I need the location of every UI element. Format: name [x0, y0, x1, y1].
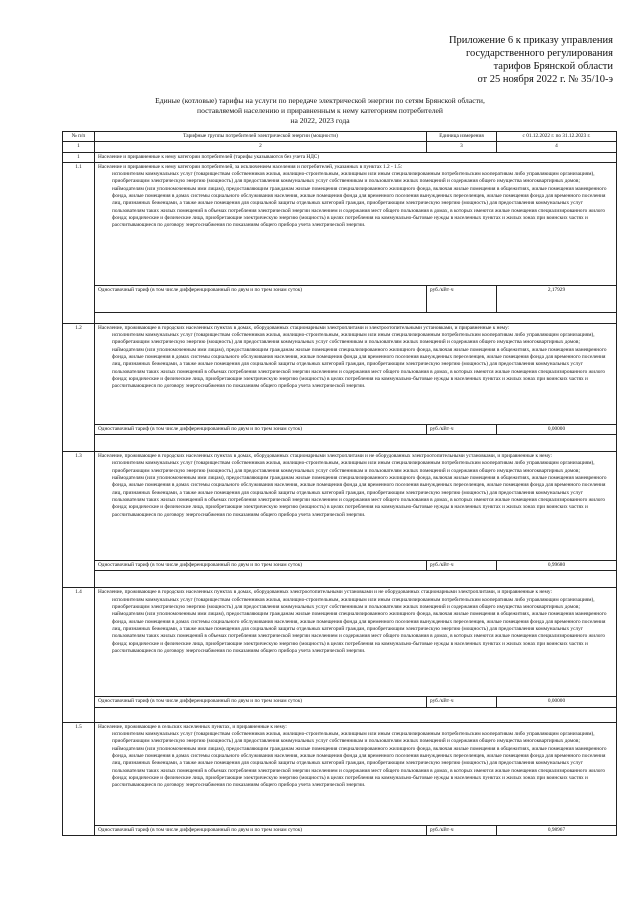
table-row [63, 452, 617, 561]
table-row [63, 162, 617, 285]
section-row [63, 152, 617, 162]
tariff-unit: руб./кВт·ч [427, 285, 497, 312]
table-row [63, 722, 617, 825]
tariff-table [62, 131, 617, 836]
row-num: 1.1 [63, 162, 95, 323]
tariff-unit: руб./кВт·ч [427, 561, 497, 571]
col-header-period: с 01.12.2022 г. по 31.12.2023 г. [497, 132, 617, 142]
row-intro: Население, проживающее в городских населенных пунктах в домах, оборудованных электроотопительными установками и не оборудованных стационарными электроплитами, и приравненные к нему: [98, 589, 552, 596]
tariff-name: Одноставочный тариф (в том числе дифференцированный по двум и по трем зонам суток) [95, 285, 427, 312]
title-line-1: Единые (котловые) тарифы на услуги по передаче электрической энергии по сетям Брянской области, [155, 96, 485, 105]
table-row [63, 588, 617, 697]
tariff-value: 0,99680 [497, 561, 617, 571]
spacer-row [63, 707, 617, 722]
col-header-group: Тарифные группы потребителей электрической энергии (мощности) [95, 132, 427, 142]
title-line-3: на 2022, 2023 года [290, 116, 350, 125]
header-line-3: тарифов Брянской области [493, 61, 613, 72]
row-intro: Население и приравненные к нему категории потребителей, за исключением населения и потребителей, указанных в пунктах 1.2 - 1.5: [98, 163, 403, 170]
row-intro: Население, проживающее в сельских населенных пунктах, и приравненные к нему: [98, 723, 287, 730]
row-num: 1.2 [63, 323, 95, 451]
row-description [95, 722, 617, 825]
tariff-row [63, 697, 617, 707]
tariff-unit: руб./кВт·ч [427, 825, 497, 835]
row-num: 1.3 [63, 452, 95, 588]
spacer-row [63, 435, 617, 452]
col-header-num: № п/п [63, 132, 95, 142]
row-description [95, 323, 617, 424]
spacer-row [63, 312, 617, 323]
document-title [40, 96, 600, 126]
section-title: Население и приравненные к нему категории потребителей (тарифы указываются без учета НДС) [95, 152, 617, 162]
header-line-4: от 25 ноября 2022 г. № 35/10-э [477, 74, 613, 85]
col-header-unit: Единица измерения [427, 132, 497, 142]
row-intro: Население, проживающее в городских населенных пунктах в домах, оборудованных стационарными электроплитами и электроотопительными установками, и приравненные к нему: [98, 324, 510, 331]
table-index-row [63, 142, 617, 152]
tariff-value: 2,17929 [497, 285, 617, 312]
row-consumers: исполнителям коммунальных услуг (товариществам собственников жилья, жилищно-строительным, жилищным или иным специализированным потребительским кооперативам либо управляющим организациям), приобретающим электрическую энергию (мощность) для предоставления коммунальных услуг собственникам и пользователям жилых помещений и содержания общего имущества многоквартирных домов; наймодателям (или уполномоченным ими лицам), предоставляющим гражданам жилые помещения специализированного жилищного фонда, включая жилые помещения в общежитиях, жилые помещения маневренного фонда, жилые помещения в домах системы социального обслуживания населения, жилые помещения фонда для временного поселения вынужденных переселенцев, жилые помещения фонда для временного поселения лиц, признанных беженцами, а также жилые помещения для социальной защиты отдельных категорий граждан, приобретающим электрическую энергию (мощность) для предоставления коммунальных услуг пользователям таких жилых помещений в объемах потребления электрической энергии населением и содержания мест общего пользования в домах, в которых имеются жилые помещения специализированного жилого фонда; юридические и физические лица, приобретающие электрическую энергию (мощность) в целях потребления на коммунально-бытовые нужды в населенных пунктах и жилых зонах при воинских частях и рассчитывающиеся по договору энергоснабжения по показаниям общего прибора учета электрической энергии. [112, 460, 607, 518]
row-consumers: исполнителям коммунальных услуг (товариществам собственников жилья, жилищно-строительным, жилищным или иным специализированным потребительским кооперативам либо управляющим организациям), приобретающим электрическую энергию (мощность) для предоставления коммунальных услуг собственникам и пользователям жилых помещений и содержания общего имущества многоквартирных домов; наймодателям (или уполномоченным ими лицам), предоставляющим гражданам жилые помещения специализированного жилищного фонда, включая жилые помещения в общежитиях, жилые помещения маневренного фонда, жилые помещения в домах системы социального обслуживания населения, жилые помещения фонда для временного поселения вынужденных переселенцев, жилые помещения фонда для временного поселения лиц, признанных беженцами, а также жилые помещения для социальной защиты отдельных категорий граждан, приобретающим электрическую энергию (мощность) для предоставления коммунальных услуг пользователям таких жилых помещений в объемах потребления электрической энергии населением и содержания мест общего пользования в домах, в которых имеются жилые помещения специализированного жилого фонда; юридические и физические лица, приобретающие электрическую энергию (мощность) в целях потребления на коммунально-бытовые нужды в населенных пунктах и жилых зонах при воинских частях и рассчитывающиеся по договору энергоснабжения по показаниям общего прибора учета электрической энергии. [112, 332, 607, 390]
document-header [449, 34, 613, 86]
header-line-1: Приложение 6 к приказу управления [448, 35, 613, 46]
row-num: 1.4 [63, 588, 95, 722]
tariff-value: 0,00000 [497, 424, 617, 434]
row-description [95, 588, 617, 697]
index-cell: 3 [427, 142, 497, 152]
tariff-name: Одноставочный тариф (в том числе дифференцированный по двум и по трем зонам суток) [95, 424, 427, 434]
tariff-value: 0,98967 [497, 825, 617, 835]
tariff-value: 0,00000 [497, 697, 617, 707]
title-line-2: поставляемой населению и приравненным к нему категориям потребителей [197, 106, 443, 115]
index-cell: 4 [497, 142, 617, 152]
tariff-name: Одноставочный тариф (в том числе дифференцированный по двум и по трем зонам суток) [95, 561, 427, 571]
row-description [95, 452, 617, 561]
row-consumers: исполнителям коммунальных услуг (товариществам собственников жилья, жилищно-строительным, жилищным или иным специализированным потребительским кооперативам либо управляющим организациям), приобретающим электрическую энергию (мощность) для предоставления коммунальных услуг собственникам и пользователям жилых помещений и содержания общего имущества многоквартирных домов; наймодателям (или уполномоченным ими лицам), предоставляющим гражданам жилые помещения специализированного жилищного фонда, включая жилые помещения в общежитиях, жилые помещения маневренного фонда, жилые помещения в домах системы социального обслуживания населения, жилые помещения фонда для временного поселения вынужденных переселенцев, жилые помещения фонда для временного поселения лиц, признанных беженцами, а также жилые помещения для социальной защиты отдельных категорий граждан, приобретающим электрическую энергию (мощность) для предоставления коммунальных услуг пользователям таких жилых помещений в объемах потребления электрической энергии населением и содержания мест общего пользования в домах, в которых имеются жилые помещения специализированного жилого фонда; юридические и физические лица, приобретающие электрическую энергию (мощность) в целях потребления на коммунально-бытовые нужды в населенных пунктах и жилых зонах при воинских частях и рассчитывающиеся по договору энергоснабжения по показаниям общего прибора учета электрической энергии. [112, 731, 607, 789]
tariff-unit: руб./кВт·ч [427, 424, 497, 434]
tariff-row [63, 285, 617, 312]
table-row [63, 323, 617, 424]
row-consumers: исполнителям коммунальных услуг (товариществам собственников жилья, жилищно-строительным, жилищным или иным специализированным потребительским кооперативам либо управляющим организациям), приобретающим электрическую энергию (мощность) для предоставления коммунальных услуг собственникам и пользователям жилых помещений и содержания общего имущества многоквартирных домов; наймодателям (или уполномоченным ими лицам), предоставляющим гражданам жилые помещения специализированного жилищного фонда, включая жилые помещения в общежитиях, жилые помещения маневренного фонда, жилые помещения в домах системы социального обслуживания населения, жилые помещения фонда для временного поселения вынужденных переселенцев, жилые помещения фонда для временного поселения лиц, признанных беженцами, а также жилые помещения для социальной защиты отдельных категорий граждан, приобретающим электрическую энергию (мощность) для предоставления коммунальных услуг пользователям таких жилых помещений в объемах потребления электрической энергии населением и содержания мест общего пользования в домах, в которых имеются жилые помещения специализированного жилого фонда; юридические и физические лица, приобретающие электрическую энергию (мощность) в целях потребления на коммунально-бытовые нужды в населенных пунктах и жилых зонах при воинских частях и рассчитывающиеся по договору энергоснабжения по показаниям общего прибора учета электрической энергии. [112, 596, 607, 654]
index-cell: 2 [95, 142, 427, 152]
row-consumers: исполнителям коммунальных услуг (товариществам собственников жилья, жилищно-строительным, жилищным или иным специализированным потребительским кооперативам либо управляющим организациям), приобретающим электрическую энергию (мощность) для предоставления коммунальных услуг собственникам и пользователям жилых помещений и содержания общего имущества многоквартирных домов; наймодателям (или уполномоченным ими лицам), предоставляющим гражданам жилые помещения специализированного жилищного фонда, включая жилые помещения в общежитиях, жилые помещения маневренного фонда, жилые помещения в домах системы социального обслуживания населения, жилые помещения фонда для временного поселения вынужденных переселенцев, жилые помещения фонда для временного поселения лиц, признанных беженцами, а также жилые помещения для социальной защиты отдельных категорий граждан, приобретающим электрическую энергию (мощность) для предоставления коммунальных услуг пользователям таких жилых помещений в объемах потребления электрической энергии населением и содержания мест общего пользования в домах, в которых имеются жилые помещения специализированного жилого фонда; юридические и физические лица, приобретающие электрическую энергию (мощность) в целях потребления на коммунально-бытовые нужды в населенных пунктах и жилых зонах при воинских частях и рассчитывающиеся по договору энергоснабжения по показаниям общего прибора учета электрической энергии. [112, 171, 607, 229]
index-cell: 1 [63, 142, 95, 152]
section-num: 1 [63, 152, 95, 162]
tariff-unit: руб./кВт·ч [427, 697, 497, 707]
tariff-row [63, 424, 617, 434]
table-header-row [63, 132, 617, 142]
header-line-2: государственного регулирования [465, 48, 613, 59]
tariff-row [63, 561, 617, 571]
row-description [95, 162, 617, 285]
tariff-name: Одноставочный тариф (в том числе дифференцированный по двум и по трем зонам суток) [95, 697, 427, 707]
tariff-name: Одноставочный тариф (в том числе дифференцированный по двум и по трем зонам суток) [95, 825, 427, 835]
row-num: 1.5 [63, 722, 95, 835]
tariff-row [63, 825, 617, 835]
spacer-row [63, 571, 617, 588]
row-intro: Население, проживающее в городских населенных пунктах в домах, оборудованных стационарными электроплитами и не оборудованных электроотопительными установками, и приравненные к нему: [98, 453, 552, 460]
